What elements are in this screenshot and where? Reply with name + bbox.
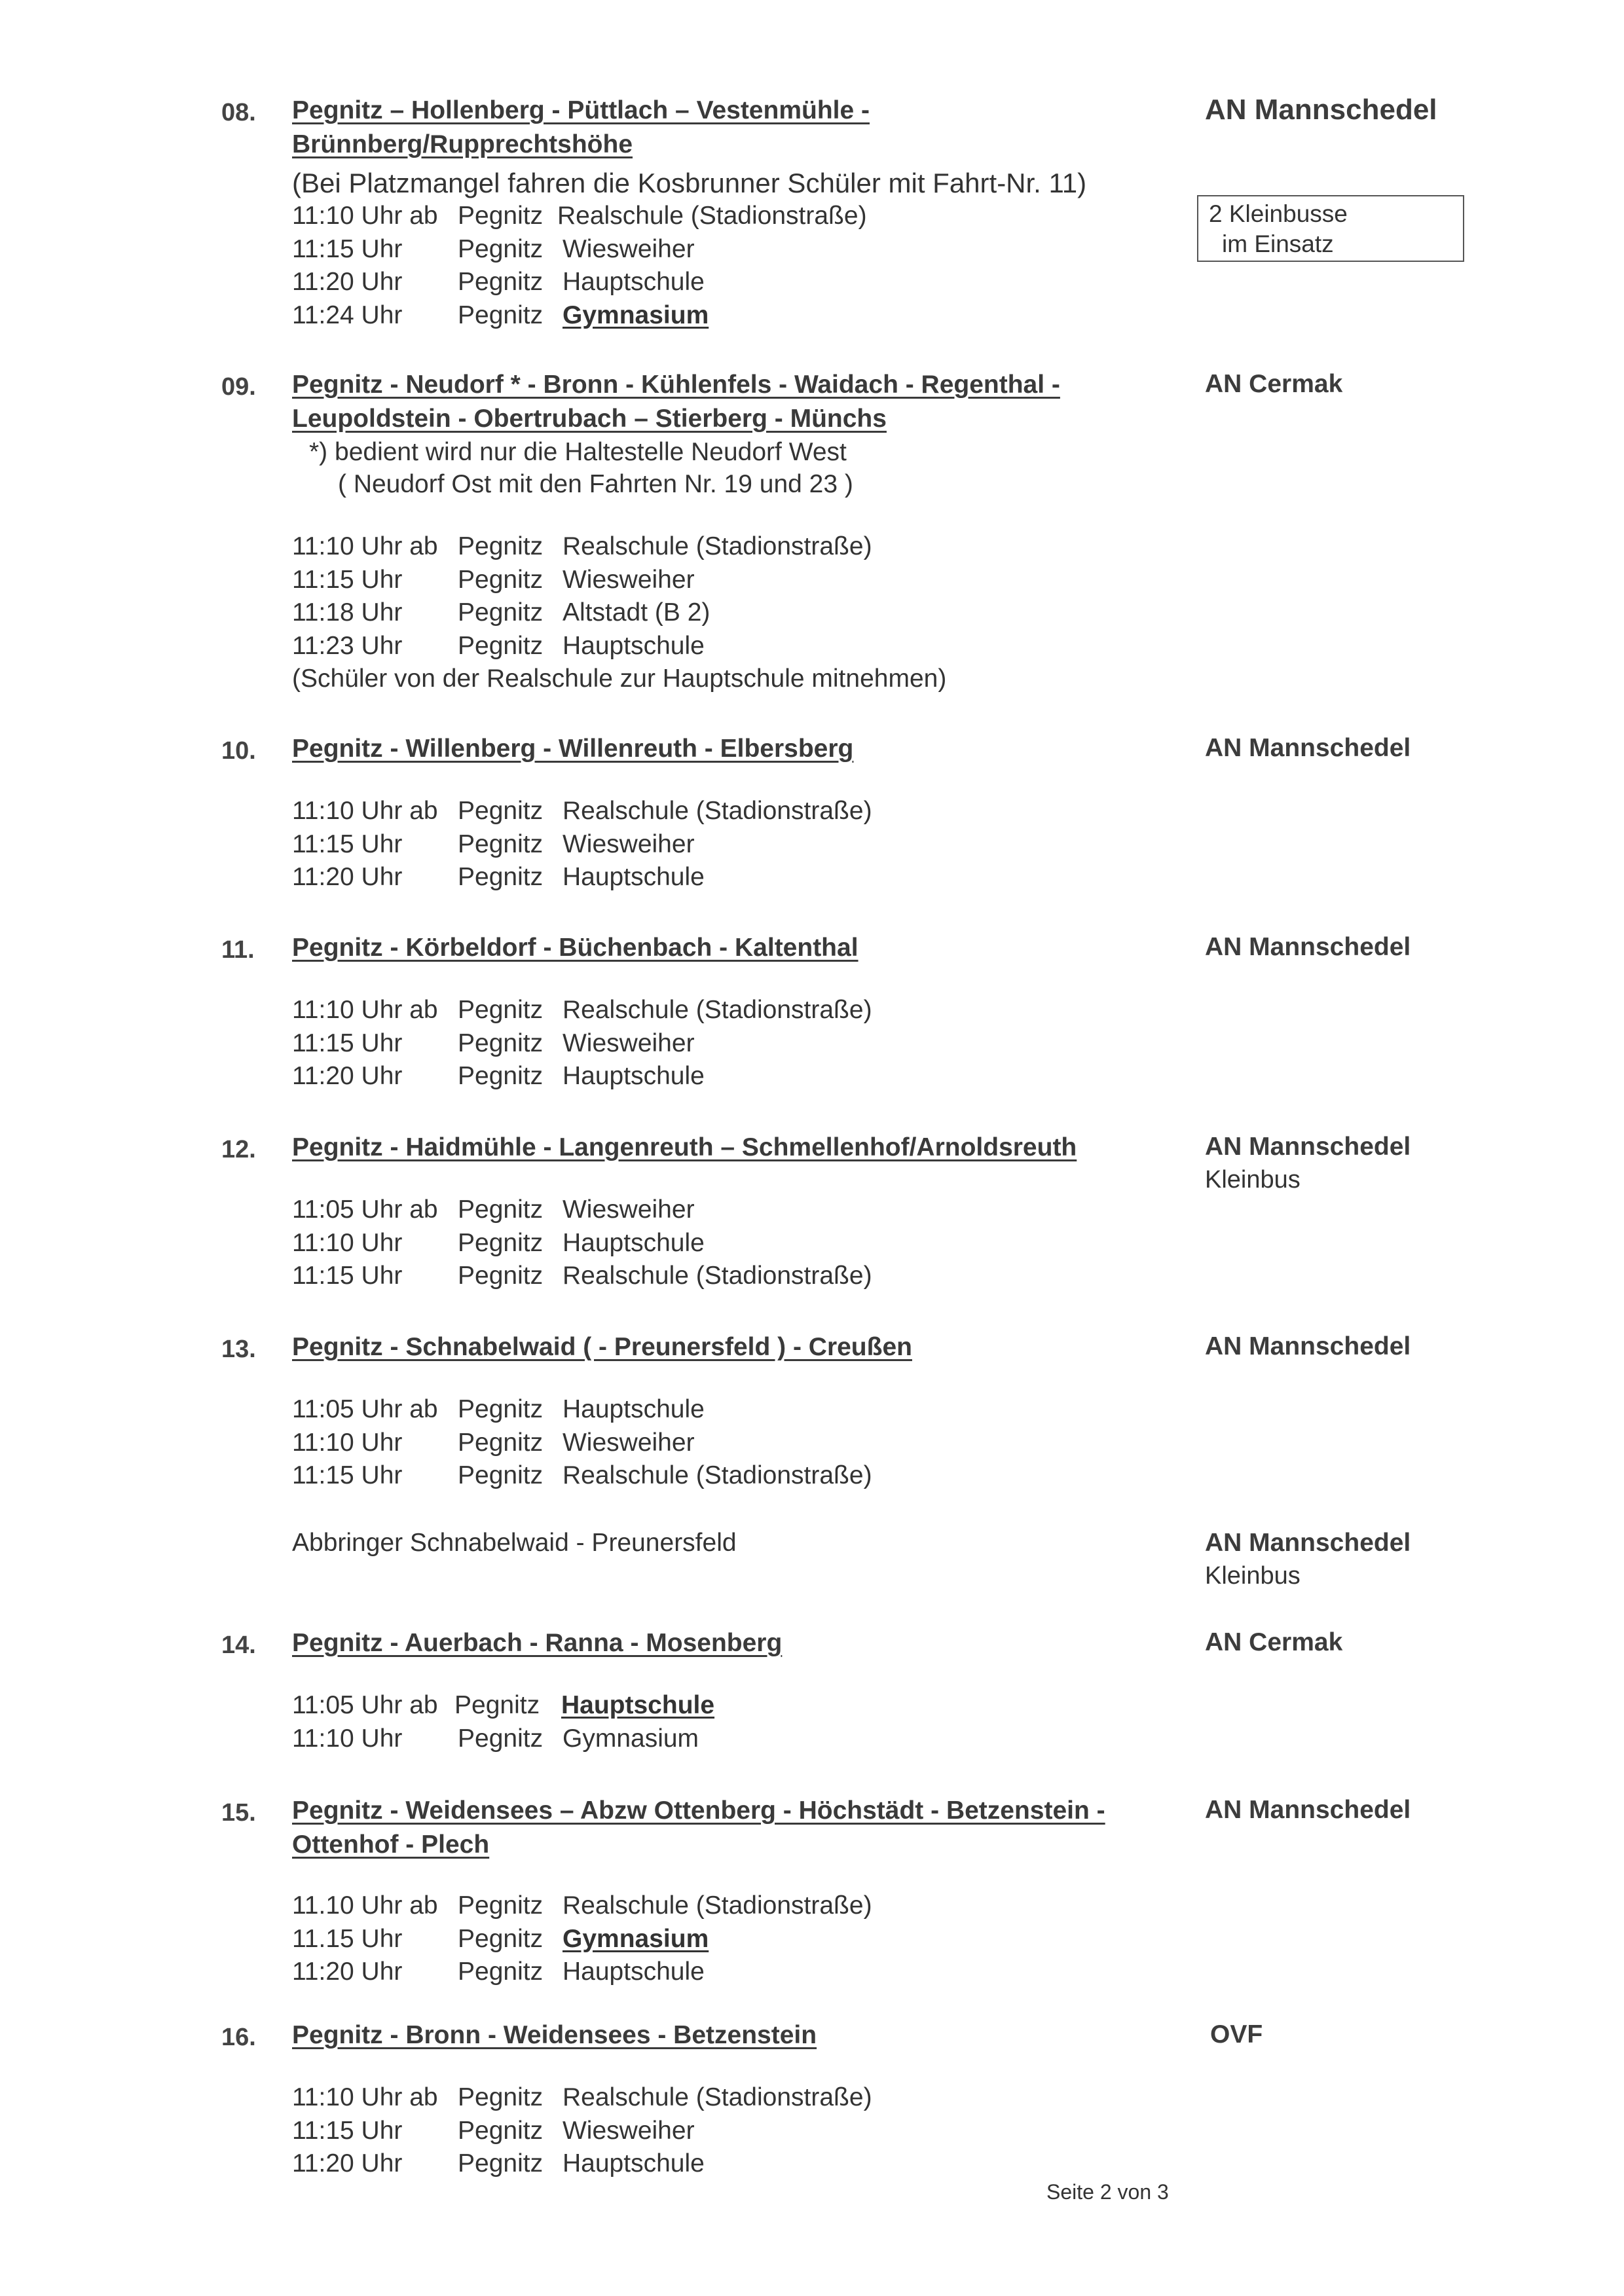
stop: Hauptschule — [563, 2149, 705, 2178]
route-title: Pegnitz - Bronn - Weidensees - Betzenstein — [292, 2021, 817, 2049]
time: 11:15 Uhr — [292, 1262, 403, 1290]
place: Pegnitz — [458, 2149, 544, 2178]
place: Pegnitz — [458, 1724, 544, 1753]
operator-vehicle: Kleinbus — [1205, 1166, 1301, 1194]
operator-vehicle: Kleinbus — [1205, 1562, 1301, 1590]
stop: Realschule (Stadionstraße) — [563, 1891, 872, 1920]
place: Pegnitz — [458, 301, 544, 329]
schedule-row — [292, 596, 946, 630]
route-title: Pegnitz - Auerbach - Ranna - Mosenberg — [292, 1629, 783, 1657]
place: Pegnitz — [458, 268, 544, 296]
stop: Hauptschule — [563, 1958, 705, 1986]
entry-number: 13. — [221, 1336, 256, 1363]
stop: Wiesweiher — [563, 1195, 695, 1224]
operator: AN Mannschedel — [1205, 933, 1411, 961]
place: Pegnitz — [458, 2083, 544, 2111]
stop: Realschule (Stadionstraße) — [563, 797, 872, 825]
time: 11:20 Uhr — [292, 1958, 403, 1986]
stop: Realschule (Stadionstraße) — [563, 1461, 872, 1489]
time: 11:23 Uhr — [292, 631, 403, 660]
operator: AN Mannschedel — [1205, 94, 1437, 126]
stop: Wiesweiher — [563, 829, 695, 858]
place: Pegnitz — [458, 863, 544, 891]
place: Pegnitz — [458, 234, 544, 263]
stop: Wiesweiher — [563, 1029, 695, 1057]
route-title: Pegnitz - Haidmühle - Langenreuth – Schmellenhof/Arnoldsreuth — [292, 1133, 1077, 1161]
place: Pegnitz — [458, 1262, 544, 1290]
place: Pegnitz — [458, 202, 544, 230]
operator: AN Mannschedel — [1205, 734, 1411, 762]
box-line: 2 Kleinbusse — [1209, 200, 1348, 227]
entry-number: 16. — [221, 2024, 256, 2051]
place: Pegnitz — [458, 797, 544, 825]
stop: Realschule (Stadionstraße) — [563, 2083, 872, 2111]
time: 11:10 Uhr — [292, 1724, 403, 1753]
stop: Hauptschule — [563, 1395, 705, 1423]
time: 11:05 Uhr ab — [292, 1395, 438, 1423]
time: 11:05 Uhr ab — [292, 1195, 438, 1224]
operator: AN Mannschedel — [1205, 1529, 1411, 1557]
time: 11.10 Uhr ab — [292, 1891, 438, 1920]
place: Pegnitz — [458, 1395, 544, 1423]
place: Pegnitz — [458, 2116, 544, 2145]
operator: AN Mannschedel — [1205, 1133, 1411, 1161]
stop: Gymnasium — [563, 1724, 699, 1753]
schedule-row — [292, 630, 946, 663]
route-title: Pegnitz - Neudorf * - Bronn - Kühlenfels - Waidach - Regenthal - Leupoldstein - Obertrubach – Stierberg - Münchs — [292, 371, 1060, 433]
time: 11:15 Uhr — [292, 565, 403, 594]
time: 11:20 Uhr — [292, 1062, 403, 1090]
time: 11:15 Uhr — [292, 234, 403, 263]
time: 11:05 Uhr ab — [292, 1691, 438, 1719]
feeder-line: Abbringer Schnabelwaid - Preunersfeld — [292, 1529, 737, 1557]
place: Pegnitz — [458, 1228, 544, 1257]
entry-number: 12. — [221, 1136, 256, 1163]
entry-number: 08. — [221, 99, 256, 126]
place: Pegnitz — [458, 1924, 544, 1953]
place: Pegnitz — [458, 598, 544, 627]
place: Pegnitz — [458, 1958, 544, 1986]
stop: Realschule (Stadionstraße) — [563, 1262, 872, 1290]
time: 11:10 Uhr ab — [292, 996, 438, 1024]
time: 11:15 Uhr — [292, 829, 403, 858]
time: 11:20 Uhr — [292, 268, 403, 296]
entry-number: 15. — [221, 1799, 256, 1827]
place: Pegnitz — [458, 631, 544, 660]
operator: AN Cermak — [1205, 370, 1343, 398]
place: Pegnitz — [458, 996, 544, 1024]
stop: Hauptschule — [563, 631, 705, 660]
time: 11:10 Uhr ab — [292, 202, 438, 230]
place: Pegnitz — [454, 1691, 540, 1719]
time: 11:10 Uhr — [292, 1228, 403, 1257]
place: Pegnitz — [458, 1195, 544, 1224]
stop: Realschule (Stadionstraße) — [557, 202, 867, 230]
note: *) bedient wird nur die Haltestelle Neudorf West — [309, 438, 847, 466]
schedule — [292, 530, 946, 696]
time: 11:15 Uhr — [292, 1461, 403, 1489]
operator: AN Cermak — [1205, 1628, 1343, 1656]
place: Pegnitz — [458, 532, 544, 560]
time: 11:24 Uhr — [292, 301, 403, 329]
stop: Gymnasium — [563, 301, 709, 329]
place: Pegnitz — [458, 1428, 544, 1457]
entry-number: 14. — [221, 1631, 256, 1659]
note: ( Neudorf Ost mit den Fahrten Nr. 19 und 23 ) — [338, 470, 853, 498]
entry-number: 10. — [221, 737, 256, 765]
route-title: Pegnitz - Körbeldorf - Büchenbach - Kaltenthal — [292, 934, 858, 962]
box-line: im Einsatz — [1222, 230, 1334, 257]
place: Pegnitz — [458, 1062, 544, 1090]
entry-number: 09. — [221, 373, 256, 401]
stop: Realschule (Stadionstraße) — [563, 996, 872, 1024]
stop: Wiesweiher — [563, 565, 695, 594]
time: 11:10 Uhr — [292, 1428, 403, 1457]
time: 11:15 Uhr — [292, 2116, 403, 2145]
route-title: Pegnitz - Schnabelwaid ( - Preunersfeld ) - Creußen — [292, 1333, 912, 1361]
page-number: Seite 2 von 3 — [1046, 2180, 1169, 2204]
stop: Hauptschule — [563, 863, 705, 891]
place: Pegnitz — [458, 1891, 544, 1920]
stop: Hauptschule — [561, 1691, 715, 1719]
stop: Wiesweiher — [563, 234, 695, 263]
stop: Gymnasium — [563, 1924, 709, 1953]
minibus-note-box — [1197, 195, 1464, 262]
entry-number: 11. — [221, 936, 255, 964]
operator: OVF — [1210, 2020, 1263, 2049]
schedule-note: (Schüler von der Realschule zur Hauptschule mitnehmen) — [292, 665, 947, 693]
time: 11.15 Uhr — [292, 1924, 403, 1953]
schedule-row — [292, 564, 946, 597]
place: Pegnitz — [458, 1029, 544, 1057]
route-title: Pegnitz - Willenberg - Willenreuth - Elbersberg — [292, 735, 854, 763]
operator: AN Mannschedel — [1205, 1332, 1411, 1360]
time: 11:10 Uhr ab — [292, 532, 438, 560]
route-title: Pegnitz - Weidensees – Abzw Ottenberg - Höchstädt - Betzenstein - Ottenhof - Plech — [292, 1796, 1105, 1859]
place: Pegnitz — [458, 565, 544, 594]
time: 11:10 Uhr ab — [292, 797, 438, 825]
place: Pegnitz — [458, 829, 544, 858]
stop: Hauptschule — [563, 1228, 705, 1257]
note: (Bei Platzmangel fahren die Kosbrunner Schüler mit Fahrt-Nr. 11) — [292, 168, 1087, 198]
time: 11:20 Uhr — [292, 863, 403, 891]
stop: Wiesweiher — [563, 2116, 695, 2145]
time: 11:18 Uhr — [292, 598, 403, 627]
stop: Realschule (Stadionstraße) — [563, 532, 872, 560]
route-title: Pegnitz – Hollenberg - Püttlach – Vestenmühle - Brünnberg/Rupprechtshöhe — [292, 96, 870, 158]
stop: Hauptschule — [563, 1062, 705, 1090]
place: Pegnitz — [458, 1461, 544, 1489]
time: 11:15 Uhr — [292, 1029, 403, 1057]
time: 11:10 Uhr ab — [292, 2083, 438, 2111]
stop: Altstadt (B 2) — [563, 598, 710, 627]
time: 11:20 Uhr — [292, 2149, 403, 2178]
stop: Hauptschule — [563, 268, 705, 296]
operator: AN Mannschedel — [1205, 1796, 1411, 1824]
schedule-row — [292, 530, 946, 564]
stop: Wiesweiher — [563, 1428, 695, 1457]
